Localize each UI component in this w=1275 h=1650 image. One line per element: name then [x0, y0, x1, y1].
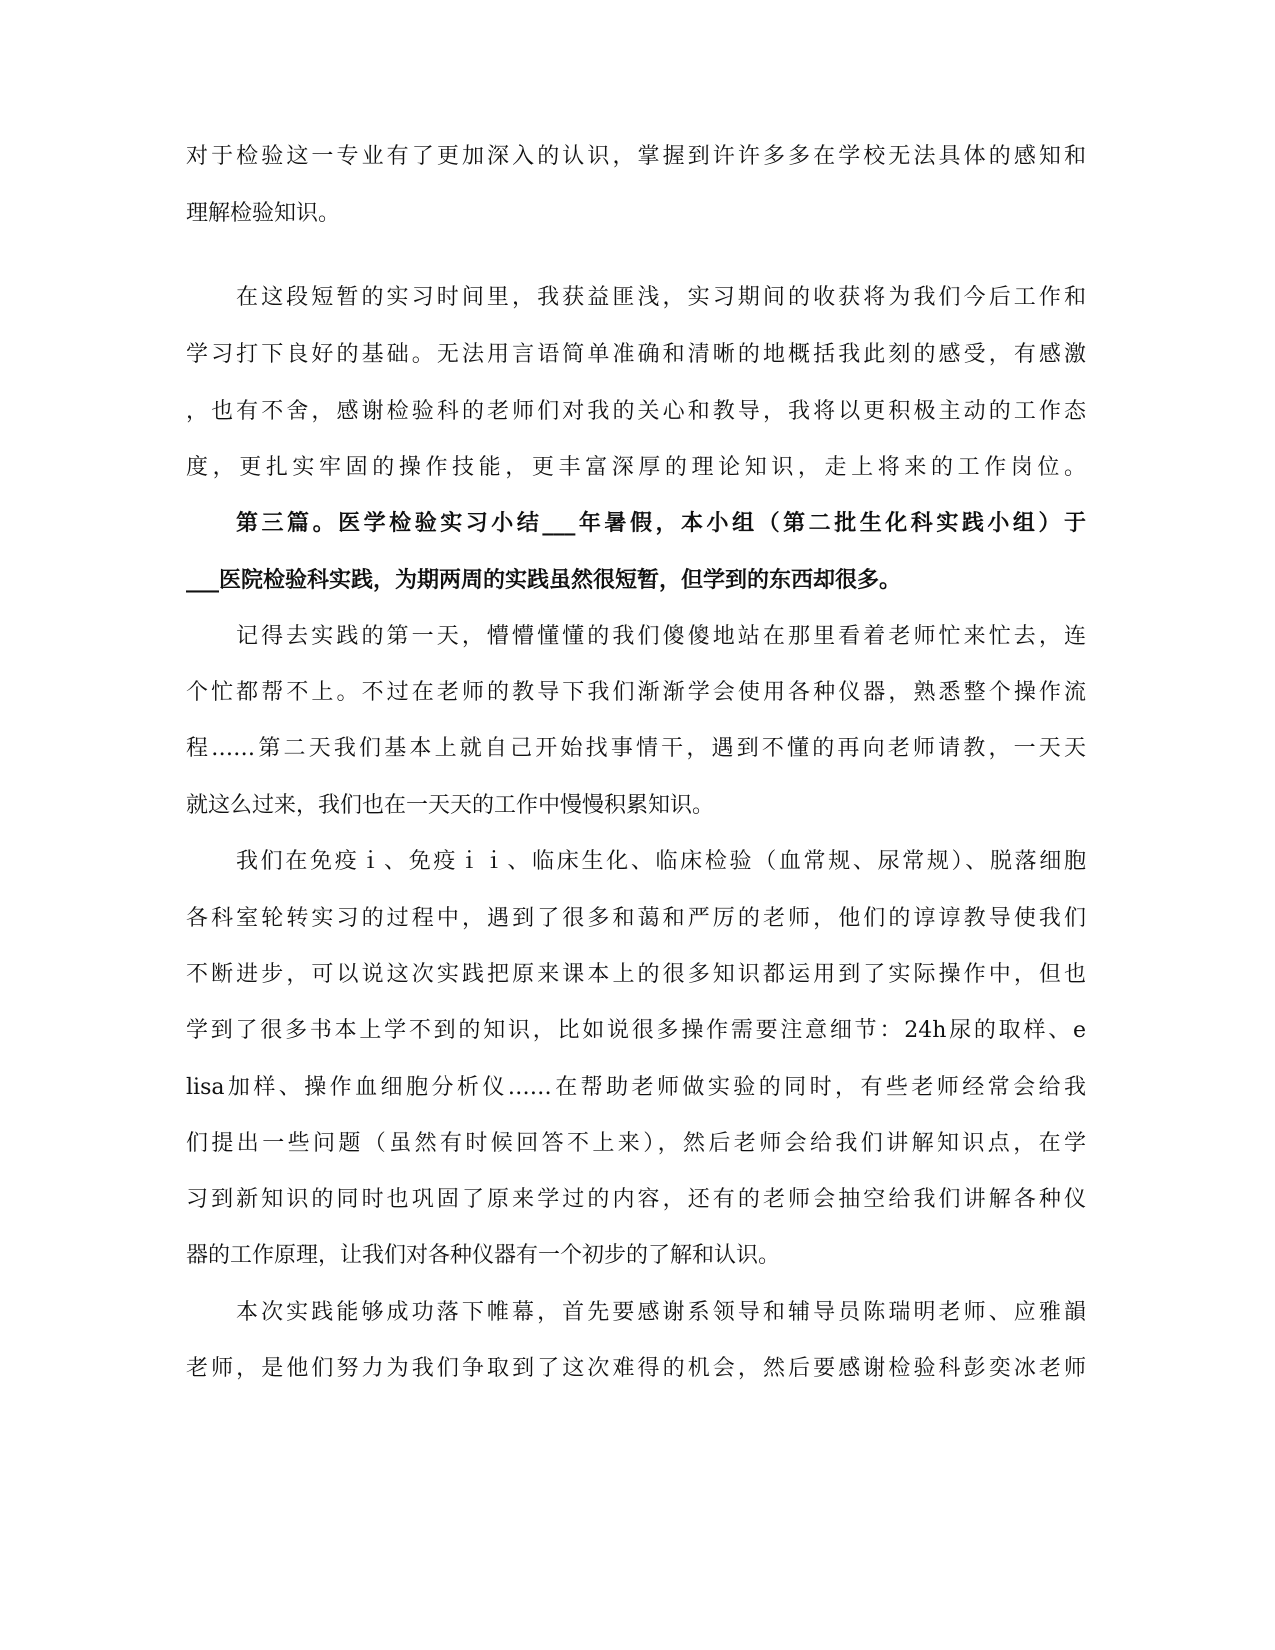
text-line: 老师，是他们努力为我们争取到了这次难得的机会，然后要感谢检验科彭奕冰老师 — [186, 1356, 1086, 1381]
text-line: 程……第二天我们基本上就自己开始找事情干，遇到不懂的再向老师请教，一天天 — [186, 736, 1086, 761]
text-line: ，也有不舍，感谢检验科的老师们对我的关心和教导，我将以更积极主动的工作态 — [186, 399, 1086, 424]
text-line: 我们在免疫ｉ、免疫ｉｉ、临床生化、临床检验（血常规、尿常规）、脱落细胞 — [236, 849, 1086, 874]
text-line: 理解检验知识。 — [186, 201, 341, 226]
text-line: 各科室轮转实习的过程中，遇到了很多和蔼和严厉的老师，他们的谆谆教导使我们 — [186, 906, 1086, 931]
text-line: 学到了很多书本上学不到的知识，比如说很多操作需要注意细节：24h尿的取样、e — [186, 1018, 1086, 1043]
text-line: 学习打下良好的基础。无法用言语简单准确和清晰的地概括我此刻的感受，有感激 — [186, 342, 1086, 367]
text-line: 不断进步，可以说这次实践把原来课本上的很多知识都运用到了实际操作中，但也 — [186, 962, 1086, 987]
text-line: 们提出一些问题（虽然有时候回答不上来），然后老师会给我们讲解知识点，在学 — [186, 1131, 1086, 1156]
text-line: 习到新知识的同时也巩固了原来学过的内容，还有的老师会抽空给我们讲解各种仪 — [186, 1187, 1086, 1212]
text-line: 记得去实践的第一天，懵懵懂懂的我们傻傻地站在那里看着老师忙来忙去，连 — [236, 624, 1086, 649]
text-line: 对于检验这一专业有了更加深入的认识，掌握到许许多多在学校无法具体的感知和 — [186, 144, 1086, 169]
text-line: 度，更扎实牢固的操作技能，更丰富深厚的理论知识，走上将来的工作岗位。 — [186, 455, 1086, 480]
section-heading-line: ___医院检验科实践，为期两周的实践虽然很短暂，但学到的东西却很多。 — [186, 567, 902, 593]
text-line: 器的工作原理，让我们对各种仪器有一个初步的了解和认识。 — [186, 1243, 781, 1268]
section-heading-line: 第三篇。医学检验实习小结___年暑假，本小组（第二批生化科实践小组）于 — [236, 510, 1086, 536]
text-line: 在这段短暂的实习时间里，我获益匪浅，实习期间的收获将为我们今后工作和 — [236, 285, 1086, 310]
text-line: 就这么过来，我们也在一天天的工作中慢慢积累知识。 — [186, 793, 715, 818]
text-line: 个忙都帮不上。不过在老师的教导下我们渐渐学会使用各种仪器，熟悉整个操作流 — [186, 680, 1086, 705]
text-line: 本次实践能够成功落下帷幕，首先要感谢系领导和辅导员陈瑞明老师、应雅韻 — [236, 1300, 1086, 1325]
text-line: lisa加样、操作血细胞分析仪……在帮助老师做实验的同时，有些老师经常会给我 — [186, 1075, 1086, 1100]
